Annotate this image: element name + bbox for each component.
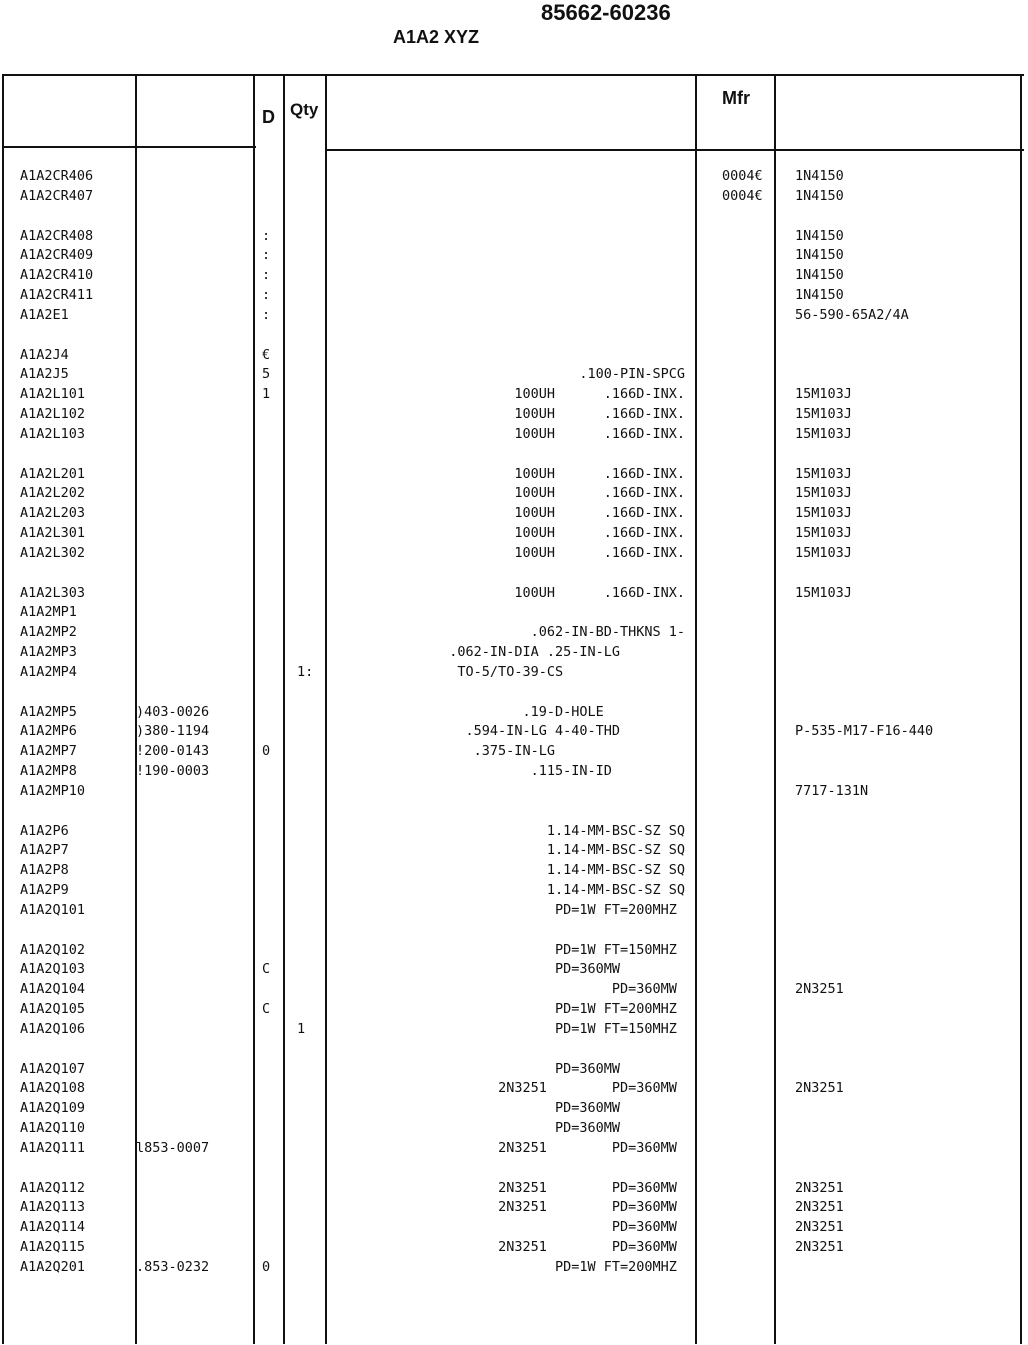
cell-ref: A1A2CR411 (20, 287, 94, 303)
cell-mpn: 15M103J (795, 406, 852, 422)
cell-desc: PD=360MW (554, 1100, 685, 1117)
cell-qty: 1 (297, 1020, 306, 1037)
cell-mpn: 15M103J (795, 525, 852, 541)
cell-d: 0 (262, 743, 271, 760)
cell-ref: A1A2CR409 (20, 247, 94, 264)
cell-mpn: 2N3251 (795, 981, 844, 998)
cell-desc: PD=360MW (554, 961, 685, 978)
table-row (0, 781, 1028, 801)
cell-desc: PD=360MW (554, 1060, 685, 1077)
cell-pn: !200-0143 (136, 743, 210, 760)
cell-desc: .062-IN-DIA .25-IN-LG (449, 644, 685, 660)
cell-ref: A1A2MP1 (20, 604, 77, 621)
cell-ref: A1A2CR410 (20, 267, 94, 284)
cell-ref: A1A2L202 (20, 485, 86, 502)
table-row (0, 364, 1028, 384)
cell-d: : (262, 267, 271, 284)
cell-pn: l853-0007 (136, 1139, 210, 1156)
column-header-d: D (262, 107, 275, 127)
cell-ref: A1A2MP5 (20, 703, 77, 720)
header-rule (327, 149, 1024, 151)
table-row (0, 384, 1028, 404)
table-row (0, 979, 1028, 999)
table-top-border (2, 74, 1024, 76)
table-row (0, 1078, 1028, 1098)
table-row (0, 483, 1028, 503)
cell-ref: A1A2MP7 (20, 743, 77, 760)
cell-mpn: 2N3251 (795, 1080, 844, 1097)
cell-mpn: 56-590-65A2/4A (795, 306, 909, 323)
cell-mpn: 15M103J (795, 485, 852, 502)
cell-desc: PD=1W FT=200MHZ (554, 901, 685, 918)
column-header-mfr: Mfr (722, 88, 750, 108)
table-row (0, 226, 1028, 246)
cell-d: € (262, 346, 271, 363)
table-row (0, 1019, 1028, 1039)
cell-ref: A1A2Q110 (20, 1120, 86, 1136)
cell-desc: .100-PIN-SPCG (579, 366, 685, 383)
cell-ref: A1A2CR407 (20, 187, 94, 204)
cell-ref: A1A2Q114 (20, 1219, 86, 1236)
table-row (0, 761, 1028, 781)
column-header-qty: Qty (290, 100, 319, 119)
cell-ref: A1A2Q113 (20, 1199, 86, 1216)
table-row (0, 245, 1028, 265)
cell-d: C (262, 1001, 271, 1017)
cell-desc: 1.14-MM-BSC-SZ SQ (546, 882, 685, 898)
cell-desc: 100UH .166D-INX. (514, 425, 685, 442)
cell-ref: A1A2Q201 (20, 1258, 86, 1275)
cell-ref: A1A2L203 (20, 505, 86, 522)
cell-ref: A1A2P8 (20, 862, 69, 879)
cell-ref: A1A2E1 (20, 306, 69, 323)
cell-mfr: 0004€ (722, 187, 763, 204)
cell-mpn: 2N3251 (795, 1219, 844, 1236)
cell-desc: 2N3251 PD=360MW (498, 1239, 685, 1255)
cell-mpn: 1N4150 (795, 247, 844, 264)
cell-mfr: 0004€ (722, 168, 763, 184)
cell-desc: 1.14-MM-BSC-SZ SQ (546, 862, 685, 879)
table-row (0, 959, 1028, 979)
table-row (0, 305, 1028, 325)
cell-d: 5 (262, 366, 271, 383)
cell-desc: 100UH .166D-INX. (514, 386, 685, 403)
cell-mpn: 1N4150 (795, 168, 844, 184)
cell-ref: A1A2Q105 (20, 1001, 86, 1017)
table-row (0, 523, 1028, 543)
table-row (0, 1138, 1028, 1158)
cell-desc: .594-IN-LG 4-40-THD (465, 723, 685, 740)
table-row (0, 404, 1028, 424)
table-row (0, 741, 1028, 761)
table-row (0, 860, 1028, 880)
cell-ref: A1A2Q112 (20, 1179, 86, 1196)
cell-ref: A1A2CR406 (20, 168, 94, 184)
cell-pn: !190-0003 (136, 763, 210, 779)
cell-pn: .853-0232 (136, 1258, 210, 1275)
cell-desc: PD=1W FT=150MHZ (554, 1020, 685, 1037)
cell-ref: A1A2L201 (20, 465, 86, 482)
cell-d: : (262, 227, 271, 244)
cell-d: C (262, 961, 271, 978)
cell-pn: )380-1194 (136, 723, 210, 740)
cell-desc: PD=1W FT=150MHZ (554, 941, 685, 958)
table-row (0, 464, 1028, 484)
table-row (0, 1237, 1028, 1257)
table-row (0, 999, 1028, 1019)
cell-ref: A1A2MP2 (20, 624, 77, 641)
table-row (0, 602, 1028, 622)
table-row (0, 642, 1028, 662)
cell-mpn: 15M103J (795, 584, 852, 601)
cell-desc: 2N3251 PD=360MW (498, 1139, 685, 1156)
cell-qty: 1: (297, 663, 314, 680)
table-row (0, 1197, 1028, 1217)
table-row (0, 840, 1028, 860)
table-row (0, 1178, 1028, 1198)
cell-ref: A1A2P7 (20, 842, 69, 859)
cell-mpn: 1N4150 (795, 267, 844, 284)
cell-ref: A1A2Q108 (20, 1080, 86, 1097)
cell-mpn: 1N4150 (795, 287, 844, 303)
table-row (0, 702, 1028, 722)
table-row (0, 503, 1028, 523)
cell-ref: A1A2Q104 (20, 981, 86, 998)
cell-desc: TO-5/TO-39-CS (457, 663, 685, 680)
cell-ref: A1A2J4 (20, 346, 69, 363)
table-row (0, 166, 1028, 186)
cell-ref: A1A2L302 (20, 544, 86, 561)
cell-mpn: 1N4150 (795, 187, 844, 204)
cell-d: 0 (262, 1258, 271, 1275)
cell-ref: A1A2Q111 (20, 1139, 86, 1156)
cell-ref: A1A2Q103 (20, 961, 86, 978)
cell-desc: 100UH .166D-INX. (514, 465, 685, 482)
table-row (0, 880, 1028, 900)
table-row (0, 1098, 1028, 1118)
cell-desc: 100UH .166D-INX. (514, 584, 685, 601)
cell-desc: 100UH .166D-INX. (514, 525, 685, 541)
table-row (0, 662, 1028, 682)
cell-desc: 100UH .166D-INX. (514, 544, 685, 561)
cell-mpn: 1N4150 (795, 227, 844, 244)
table-row (0, 186, 1028, 206)
cell-desc: .375-IN-LG (473, 743, 685, 760)
cell-mpn: 15M103J (795, 465, 852, 482)
table-row (0, 1257, 1028, 1277)
cell-ref: A1A2CR408 (20, 227, 94, 244)
cell-desc: PD=1W FT=200MHZ (554, 1001, 685, 1017)
cell-desc: PD=1W FT=200MHZ (554, 1258, 685, 1275)
cell-d: : (262, 247, 271, 264)
cell-ref: A1A2L101 (20, 386, 86, 403)
table-row (0, 424, 1028, 444)
table-row (0, 345, 1028, 365)
table-row (0, 622, 1028, 642)
cell-ref: A1A2J5 (20, 366, 69, 383)
cell-ref: A1A2MP3 (20, 644, 77, 660)
cell-desc: 100UH .166D-INX. (514, 505, 685, 522)
table-row (0, 1059, 1028, 1079)
table-row (0, 583, 1028, 603)
cell-desc: 2N3251 PD=360MW (498, 1199, 685, 1216)
cell-desc: 100UH .166D-INX. (514, 406, 685, 422)
cell-pn: )403-0026 (136, 703, 210, 720)
cell-ref: A1A2L103 (20, 425, 86, 442)
cell-desc: PD=360MW (611, 981, 685, 998)
cell-mpn: 2N3251 (795, 1239, 844, 1255)
cell-mpn: 7717-131N (795, 782, 869, 799)
cell-desc: .115-IN-ID (530, 763, 685, 779)
cell-d: : (262, 287, 271, 303)
cell-ref: A1A2L303 (20, 584, 86, 601)
cell-desc: 2N3251 PD=360MW (498, 1179, 685, 1196)
cell-mpn: 15M103J (795, 425, 852, 442)
cell-ref: A1A2Q107 (20, 1060, 86, 1077)
cell-ref: A1A2Q106 (20, 1020, 86, 1037)
header-rule (2, 146, 256, 148)
cell-ref: A1A2Q102 (20, 941, 86, 958)
cell-ref: A1A2L102 (20, 406, 86, 422)
table-row (0, 543, 1028, 563)
cell-desc: 2N3251 PD=360MW (498, 1080, 685, 1097)
cell-mpn: 15M103J (795, 505, 852, 522)
cell-ref: A1A2MP6 (20, 723, 77, 740)
cell-ref: A1A2MP10 (20, 782, 86, 799)
cell-mpn: 15M103J (795, 544, 852, 561)
cell-desc: 1.14-MM-BSC-SZ SQ (546, 822, 685, 839)
cell-desc: PD=360MW (611, 1219, 685, 1236)
cell-desc: 100UH .166D-INX. (514, 485, 685, 502)
cell-d: : (262, 306, 271, 323)
table-row (0, 821, 1028, 841)
cell-desc: 1.14-MM-BSC-SZ SQ (546, 842, 685, 859)
table-row (0, 940, 1028, 960)
cell-desc: .19-D-HOLE (522, 703, 685, 720)
table-row (0, 265, 1028, 285)
cell-ref: A1A2L301 (20, 525, 86, 541)
table-row (0, 900, 1028, 920)
cell-mpn: 15M103J (795, 386, 852, 403)
table-row (0, 1118, 1028, 1138)
cell-ref: A1A2MP8 (20, 763, 77, 779)
cell-ref: A1A2MP4 (20, 663, 77, 680)
cell-mpn: 2N3251 (795, 1179, 844, 1196)
part-number-title: 85662-60236 (541, 0, 671, 25)
cell-desc: PD=360MW (554, 1120, 685, 1136)
cell-mpn: 2N3251 (795, 1199, 844, 1216)
table-row (0, 721, 1028, 741)
table-row (0, 285, 1028, 305)
cell-ref: A1A2Q109 (20, 1100, 86, 1117)
cell-ref: A1A2Q115 (20, 1239, 86, 1255)
cell-d: 1 (262, 386, 271, 403)
cell-ref: A1A2P9 (20, 882, 69, 898)
cell-ref: A1A2P6 (20, 822, 69, 839)
assembly-title: A1A2 XYZ (393, 27, 480, 47)
cell-ref: A1A2Q101 (20, 901, 86, 918)
table-row (0, 1217, 1028, 1237)
cell-desc: .062-IN-BD-THKNS 1- (530, 624, 685, 641)
cell-mpn: P-535-M17-F16-440 (795, 723, 934, 740)
